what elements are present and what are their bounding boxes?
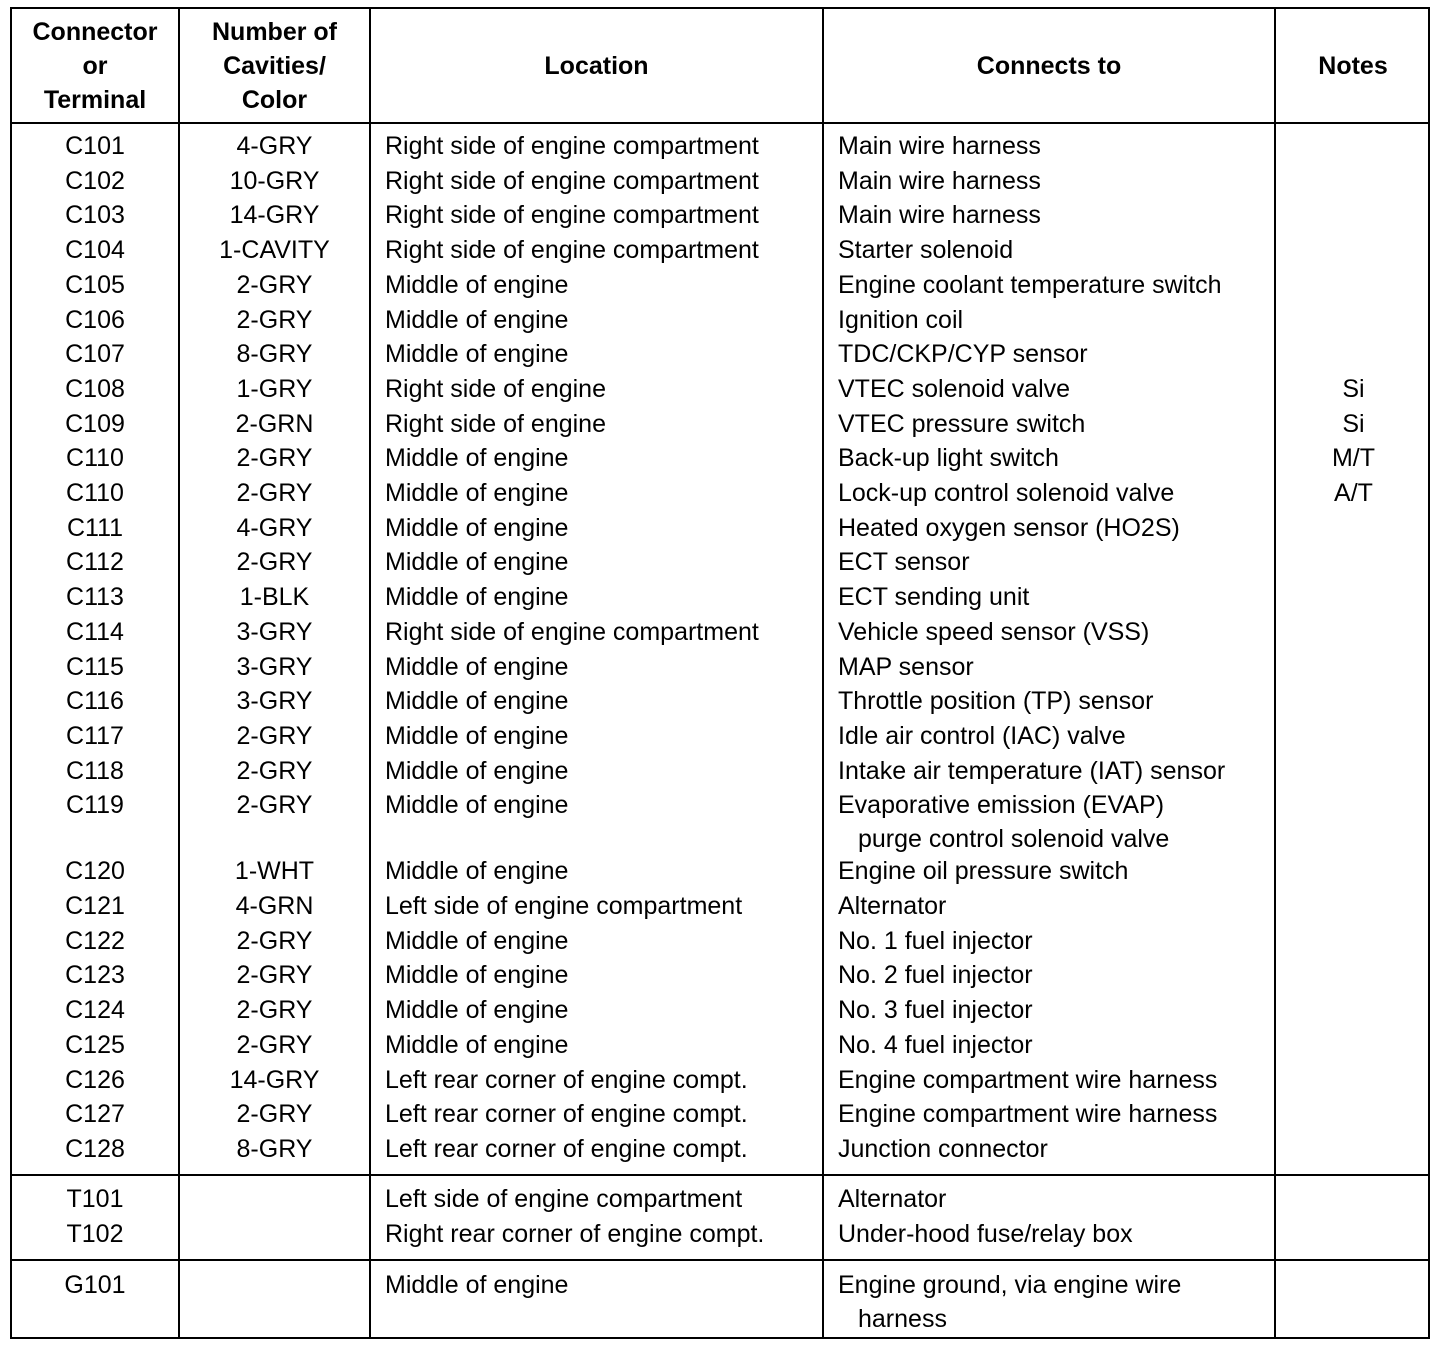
connector-id-cell [12, 407, 178, 441]
connects-to: MAP sensor [838, 652, 974, 681]
location: Middle of engine [385, 961, 569, 990]
header-connector-line: Terminal [43, 86, 147, 114]
connects-to-cell [838, 684, 1274, 718]
location-cell [385, 198, 825, 232]
connector-id-cell [12, 303, 178, 337]
location-cell [385, 545, 825, 579]
connector-id: C110 [66, 479, 124, 507]
cavities-color-cell [180, 268, 369, 302]
connects-to-cell [838, 129, 1274, 163]
location: Right side of engine compartment [385, 617, 759, 646]
location: Middle of engine [385, 857, 569, 886]
notes-cell [1277, 476, 1430, 510]
cavities-color-cell [180, 198, 369, 232]
connector-id-cell [12, 993, 178, 1027]
connects-to: ECT sensor [838, 548, 970, 577]
notes: Si [1342, 409, 1365, 438]
location: Right side of engine compartment [385, 201, 759, 230]
location-cell [385, 1182, 825, 1216]
cavities-color-cell [180, 854, 369, 888]
connects-to-cell [838, 1132, 1274, 1166]
connector-id: C120 [65, 857, 125, 886]
notes: M/T [1331, 444, 1376, 473]
connector-id: C101 [65, 132, 125, 160]
cavities-color-cell [180, 788, 369, 822]
connector-id-cell [12, 958, 178, 992]
connector-id-cell [12, 615, 178, 649]
connects-to: No. 2 fuel injector [838, 961, 1033, 990]
connector-id-cell [12, 684, 178, 718]
connects-to-cell [838, 407, 1274, 441]
cavities-color: 8-GRY [236, 1134, 313, 1163]
cavities-color: 2-GRY [236, 479, 313, 507]
location-cell [385, 407, 825, 441]
location: Right side of engine compartment [385, 132, 759, 160]
cavities-color-cell [180, 1063, 369, 1097]
location-cell [385, 129, 825, 163]
cavities-color: 1-GRY [236, 374, 313, 403]
location: Right side of engine [385, 409, 606, 438]
connects-to: Under-hood fuse/relay box [838, 1219, 1133, 1248]
connects-to: No. 1 fuel injector [838, 926, 1033, 955]
cavities-color: 3-GRY [236, 687, 313, 716]
connects-to-cell [838, 719, 1274, 753]
connects-to: Idle air control (IAC) valve [838, 721, 1126, 750]
connects-to: Junction connector [838, 1134, 1048, 1163]
cavities-color: 1-BLK [239, 583, 310, 612]
location-cell [385, 719, 825, 753]
cavities-color-cell [180, 924, 369, 958]
notes: A/T [1334, 479, 1373, 507]
location: Middle of engine [385, 791, 569, 820]
connects-to-cell [838, 1217, 1274, 1251]
location: Middle of engine [385, 1271, 569, 1299]
location-cell [385, 1097, 825, 1131]
connector-id: C111 [66, 513, 124, 542]
location-cell [385, 476, 825, 510]
cavities-color-cell [180, 511, 369, 545]
header-notes-label: Notes [1318, 52, 1388, 80]
connects-to: Engine compartment wire harness [838, 1065, 1218, 1094]
connector-id-cell [12, 854, 178, 888]
cavities-color: 3-GRY [236, 617, 313, 646]
connector-id-cell [12, 788, 178, 822]
connector-id: C115 [66, 652, 124, 681]
location-cell [385, 684, 825, 718]
connects-to-cell [838, 924, 1274, 958]
connects-to-cell [838, 164, 1274, 198]
cavities-color-cell [180, 889, 369, 923]
location-cell [385, 580, 825, 614]
connector-id: C110 [66, 444, 124, 473]
header-connector [12, 9, 178, 123]
connector-id-cell [12, 129, 178, 163]
connects-to: Main wire harness [838, 201, 1041, 230]
location-cell [385, 889, 825, 923]
location: Right side of engine [385, 374, 606, 403]
connector-id-cell [12, 164, 178, 198]
cavities-color-cell [180, 754, 369, 788]
cavities-color: 2-GRY [236, 961, 313, 990]
location: Left rear corner of engine compt. [385, 1100, 748, 1129]
connector-id: C123 [65, 961, 125, 990]
connector-id: C102 [65, 166, 125, 195]
cavities-color-cell [180, 684, 369, 718]
cavities-color: 4-GRN [235, 892, 314, 920]
cavities-color-cell [180, 476, 369, 510]
cavities-color: 4-GRY [236, 513, 313, 542]
connector-id: C122 [65, 926, 125, 955]
location: Middle of engine [385, 305, 569, 334]
connector-id-cell [12, 1182, 178, 1216]
connects-to: Vehicle speed sensor (VSS) [838, 617, 1150, 646]
connector-id-cell [12, 441, 178, 475]
connector-id-cell [12, 545, 178, 579]
connector-id-cell [12, 889, 178, 923]
connector-id-cell [12, 580, 178, 614]
cavities-color: 2-GRY [236, 926, 313, 955]
cavities-color-cell [180, 545, 369, 579]
location: Right side of engine compartment [385, 166, 759, 195]
location-cell [385, 650, 825, 684]
location-cell [385, 1217, 825, 1251]
connector-id-cell [12, 719, 178, 753]
cavities-color-cell [180, 337, 369, 371]
connects-to-cell [838, 993, 1274, 1027]
connects-to-cell [838, 1028, 1274, 1062]
connector-id: C108 [65, 374, 125, 403]
connects-to-cell [838, 615, 1274, 649]
cavities-color: 4-GRY [236, 132, 313, 160]
connector-table [10, 7, 1430, 1339]
location: Middle of engine [385, 548, 569, 577]
connector-id-cell [12, 754, 178, 788]
notes-cell [1277, 441, 1430, 475]
connector-id-cell [12, 1132, 178, 1166]
connects-to-continuation: harness [858, 1305, 947, 1333]
connector-id: C114 [66, 617, 124, 646]
header-location-label: Location [544, 52, 649, 80]
connects-to: Back-up light switch [838, 444, 1059, 473]
cavities-color: 1-WHT [234, 857, 315, 886]
location: Middle of engine [385, 444, 569, 473]
location-cell [385, 441, 825, 475]
connector-id-cell [12, 1097, 178, 1131]
location-cell [385, 993, 825, 1027]
location: Right rear corner of engine compt. [385, 1219, 765, 1248]
connector-id: T101 [66, 1185, 124, 1213]
section-divider [12, 1259, 1428, 1261]
column-divider [1274, 9, 1276, 1337]
connects-to: No. 3 fuel injector [838, 996, 1033, 1025]
location-cell [385, 303, 825, 337]
cavities-color: 14-GRY [229, 201, 320, 230]
connects-to-cell [838, 788, 1274, 856]
header-location [371, 9, 822, 123]
header-cavities-line: Number of [212, 18, 337, 46]
connects-to-cell [838, 545, 1274, 579]
cavities-color: 2-GRY [236, 791, 313, 820]
connector-id: C104 [65, 236, 125, 265]
cavities-color: 2-GRY [236, 444, 313, 473]
cavities-color: 8-GRY [236, 340, 313, 369]
notes-cell [1277, 372, 1430, 406]
connector-id-cell [12, 1268, 178, 1302]
location: Left rear corner of engine compt. [385, 1134, 748, 1163]
cavities-color-cell [180, 993, 369, 1027]
connects-to-cell [838, 958, 1274, 992]
connects-to: Lock-up control solenoid valve [838, 479, 1175, 507]
connects-to-cell [838, 233, 1274, 267]
location: Right side of engine compartment [385, 236, 759, 265]
connects-to: VTEC solenoid valve [838, 374, 1071, 403]
header-cavities-line: Color [241, 86, 308, 114]
location-cell [385, 1268, 825, 1302]
location-cell [385, 164, 825, 198]
cavities-color-cell [180, 1028, 369, 1062]
connector-id-cell [12, 1217, 178, 1251]
header-connector-line: Connector [32, 18, 158, 46]
connects-to: Alternator [838, 1185, 947, 1213]
section-divider [12, 1174, 1428, 1176]
cavities-color-cell [180, 129, 369, 163]
cavities-color: 2-GRY [236, 996, 313, 1025]
location-cell [385, 372, 825, 406]
connector-id: C112 [66, 548, 124, 577]
connector-id-cell [12, 511, 178, 545]
header-notes [1276, 9, 1430, 123]
cavities-color-cell [180, 372, 369, 406]
connector-id: C109 [65, 409, 125, 438]
connector-id-cell [12, 268, 178, 302]
location-cell [385, 233, 825, 267]
location-cell [385, 754, 825, 788]
location-cell [385, 615, 825, 649]
connects-to-continuation: purge control solenoid valve [858, 825, 1170, 854]
location-cell [385, 854, 825, 888]
connects-to-cell [838, 337, 1274, 371]
cavities-color-cell [180, 1132, 369, 1166]
connector-id: C106 [65, 305, 125, 334]
connects-to: Engine coolant temperature switch [838, 270, 1222, 299]
connects-to-cell [838, 303, 1274, 337]
connects-to-cell [838, 1097, 1274, 1131]
location: Middle of engine [385, 687, 569, 716]
connects-to: Engine ground, via engine wire [838, 1271, 1182, 1299]
connector-id: C119 [66, 791, 124, 820]
location-cell [385, 268, 825, 302]
cavities-color: 10-GRY [229, 166, 320, 195]
location: Middle of engine [385, 479, 569, 507]
cavities-color-cell [180, 164, 369, 198]
connector-id: G101 [64, 1271, 126, 1299]
cavities-color-cell [180, 615, 369, 649]
connects-to: Alternator [838, 892, 947, 920]
connector-id: C124 [65, 996, 125, 1025]
connector-id: C127 [65, 1100, 125, 1129]
location-cell [385, 1063, 825, 1097]
cavities-color-cell [180, 580, 369, 614]
header-cavities [180, 9, 369, 123]
connector-id-cell [12, 476, 178, 510]
location: Middle of engine [385, 583, 569, 612]
connects-to-cell [838, 198, 1274, 232]
connects-to-cell [838, 441, 1274, 475]
connects-to: ECT sending unit [838, 583, 1030, 612]
connects-to-cell [838, 1063, 1274, 1097]
connector-id: C107 [65, 340, 125, 369]
location-cell [385, 958, 825, 992]
connects-to: Throttle position (TP) sensor [838, 687, 1154, 716]
connector-id-cell [12, 924, 178, 958]
connector-id-cell [12, 198, 178, 232]
cavities-color-cell [180, 407, 369, 441]
location-cell [385, 788, 825, 822]
notes-cell [1277, 407, 1430, 441]
cavities-color: 2-GRY [236, 721, 313, 750]
connector-id: C117 [66, 721, 124, 750]
location: Middle of engine [385, 340, 569, 369]
connects-to-cell [838, 268, 1274, 302]
cavities-color-cell [180, 650, 369, 684]
cavities-color: 2-GRY [236, 1030, 313, 1059]
location: Middle of engine [385, 652, 569, 681]
connector-id: C105 [65, 270, 125, 299]
connects-to-cell [838, 372, 1274, 406]
header-cavities-line: Cavities/ [223, 52, 326, 80]
cavities-color: 14-GRY [229, 1065, 320, 1094]
connects-to: Heated oxygen sensor (HO2S) [838, 513, 1180, 542]
location: Left side of engine compartment [385, 892, 743, 920]
header-connects-to [824, 9, 1274, 123]
connector-id: C103 [65, 201, 125, 230]
connects-to-cell [838, 889, 1274, 923]
connector-id: C113 [66, 583, 124, 612]
connects-to: Starter solenoid [838, 236, 1014, 265]
connector-id: C125 [65, 1030, 125, 1059]
cavities-color: 2-GRY [236, 1100, 313, 1129]
connector-id: C126 [65, 1065, 125, 1094]
connects-to: Engine compartment wire harness [838, 1100, 1218, 1129]
connects-to: Ignition coil [838, 305, 964, 334]
cavities-color-cell [180, 719, 369, 753]
connects-to-cell [838, 511, 1274, 545]
location: Middle of engine [385, 926, 569, 955]
cavities-color-cell [180, 958, 369, 992]
location: Middle of engine [385, 513, 569, 542]
connects-to: Main wire harness [838, 166, 1041, 195]
connects-to-cell [838, 854, 1274, 888]
cavities-color: 2-GRY [236, 305, 313, 334]
location: Middle of engine [385, 721, 569, 750]
connector-id-cell [12, 1063, 178, 1097]
connects-to-cell [838, 476, 1274, 510]
connects-to-cell [838, 1268, 1274, 1336]
cavities-color: 1-CAVITY [219, 236, 330, 265]
connector-id-cell [12, 337, 178, 371]
cavities-color: 2-GRY [236, 756, 313, 785]
connector-id-cell [12, 1028, 178, 1062]
connector-id: C121 [65, 892, 125, 920]
connects-to: Main wire harness [838, 132, 1041, 160]
connects-to: Intake air temperature (IAT) sensor [838, 756, 1226, 785]
cavities-color: 2-GRN [235, 409, 314, 438]
connects-to-cell [838, 1182, 1274, 1216]
header-connector-line: or [82, 52, 108, 80]
location-cell [385, 1132, 825, 1166]
column-divider [369, 9, 371, 1337]
cavities-color-cell [180, 303, 369, 337]
connects-to-cell [838, 754, 1274, 788]
connector-id: T102 [66, 1219, 124, 1248]
notes: Si [1342, 374, 1365, 403]
location: Left side of engine compartment [385, 1185, 743, 1213]
location: Middle of engine [385, 1030, 569, 1059]
connects-to: VTEC pressure switch [838, 409, 1086, 438]
cavities-color-cell [180, 1097, 369, 1131]
connector-id-cell [12, 372, 178, 406]
connector-id: C116 [66, 687, 124, 716]
connector-id-cell [12, 233, 178, 267]
connects-to-cell [838, 580, 1274, 614]
connects-to: No. 4 fuel injector [838, 1030, 1033, 1059]
connects-to: Evaporative emission (EVAP) [838, 791, 1165, 820]
connects-to-cell [838, 650, 1274, 684]
location: Left rear corner of engine compt. [385, 1065, 748, 1094]
location-cell [385, 924, 825, 958]
cavities-color: 2-GRY [236, 548, 313, 577]
location-cell [385, 1028, 825, 1062]
location-cell [385, 511, 825, 545]
location: Middle of engine [385, 756, 569, 785]
connects-to: Engine oil pressure switch [838, 857, 1129, 886]
cavities-color: 2-GRY [236, 270, 313, 299]
connector-id: C118 [66, 756, 124, 785]
cavities-color-cell [180, 233, 369, 267]
connector-id-cell [12, 650, 178, 684]
location-cell [385, 337, 825, 371]
location: Middle of engine [385, 270, 569, 299]
cavities-color-cell [180, 441, 369, 475]
connector-id: C128 [65, 1134, 125, 1163]
connects-to: TDC/CKP/CYP sensor [838, 340, 1088, 369]
cavities-color: 3-GRY [236, 652, 313, 681]
location: Middle of engine [385, 996, 569, 1025]
header-connects-to-label: Connects to [976, 52, 1122, 80]
